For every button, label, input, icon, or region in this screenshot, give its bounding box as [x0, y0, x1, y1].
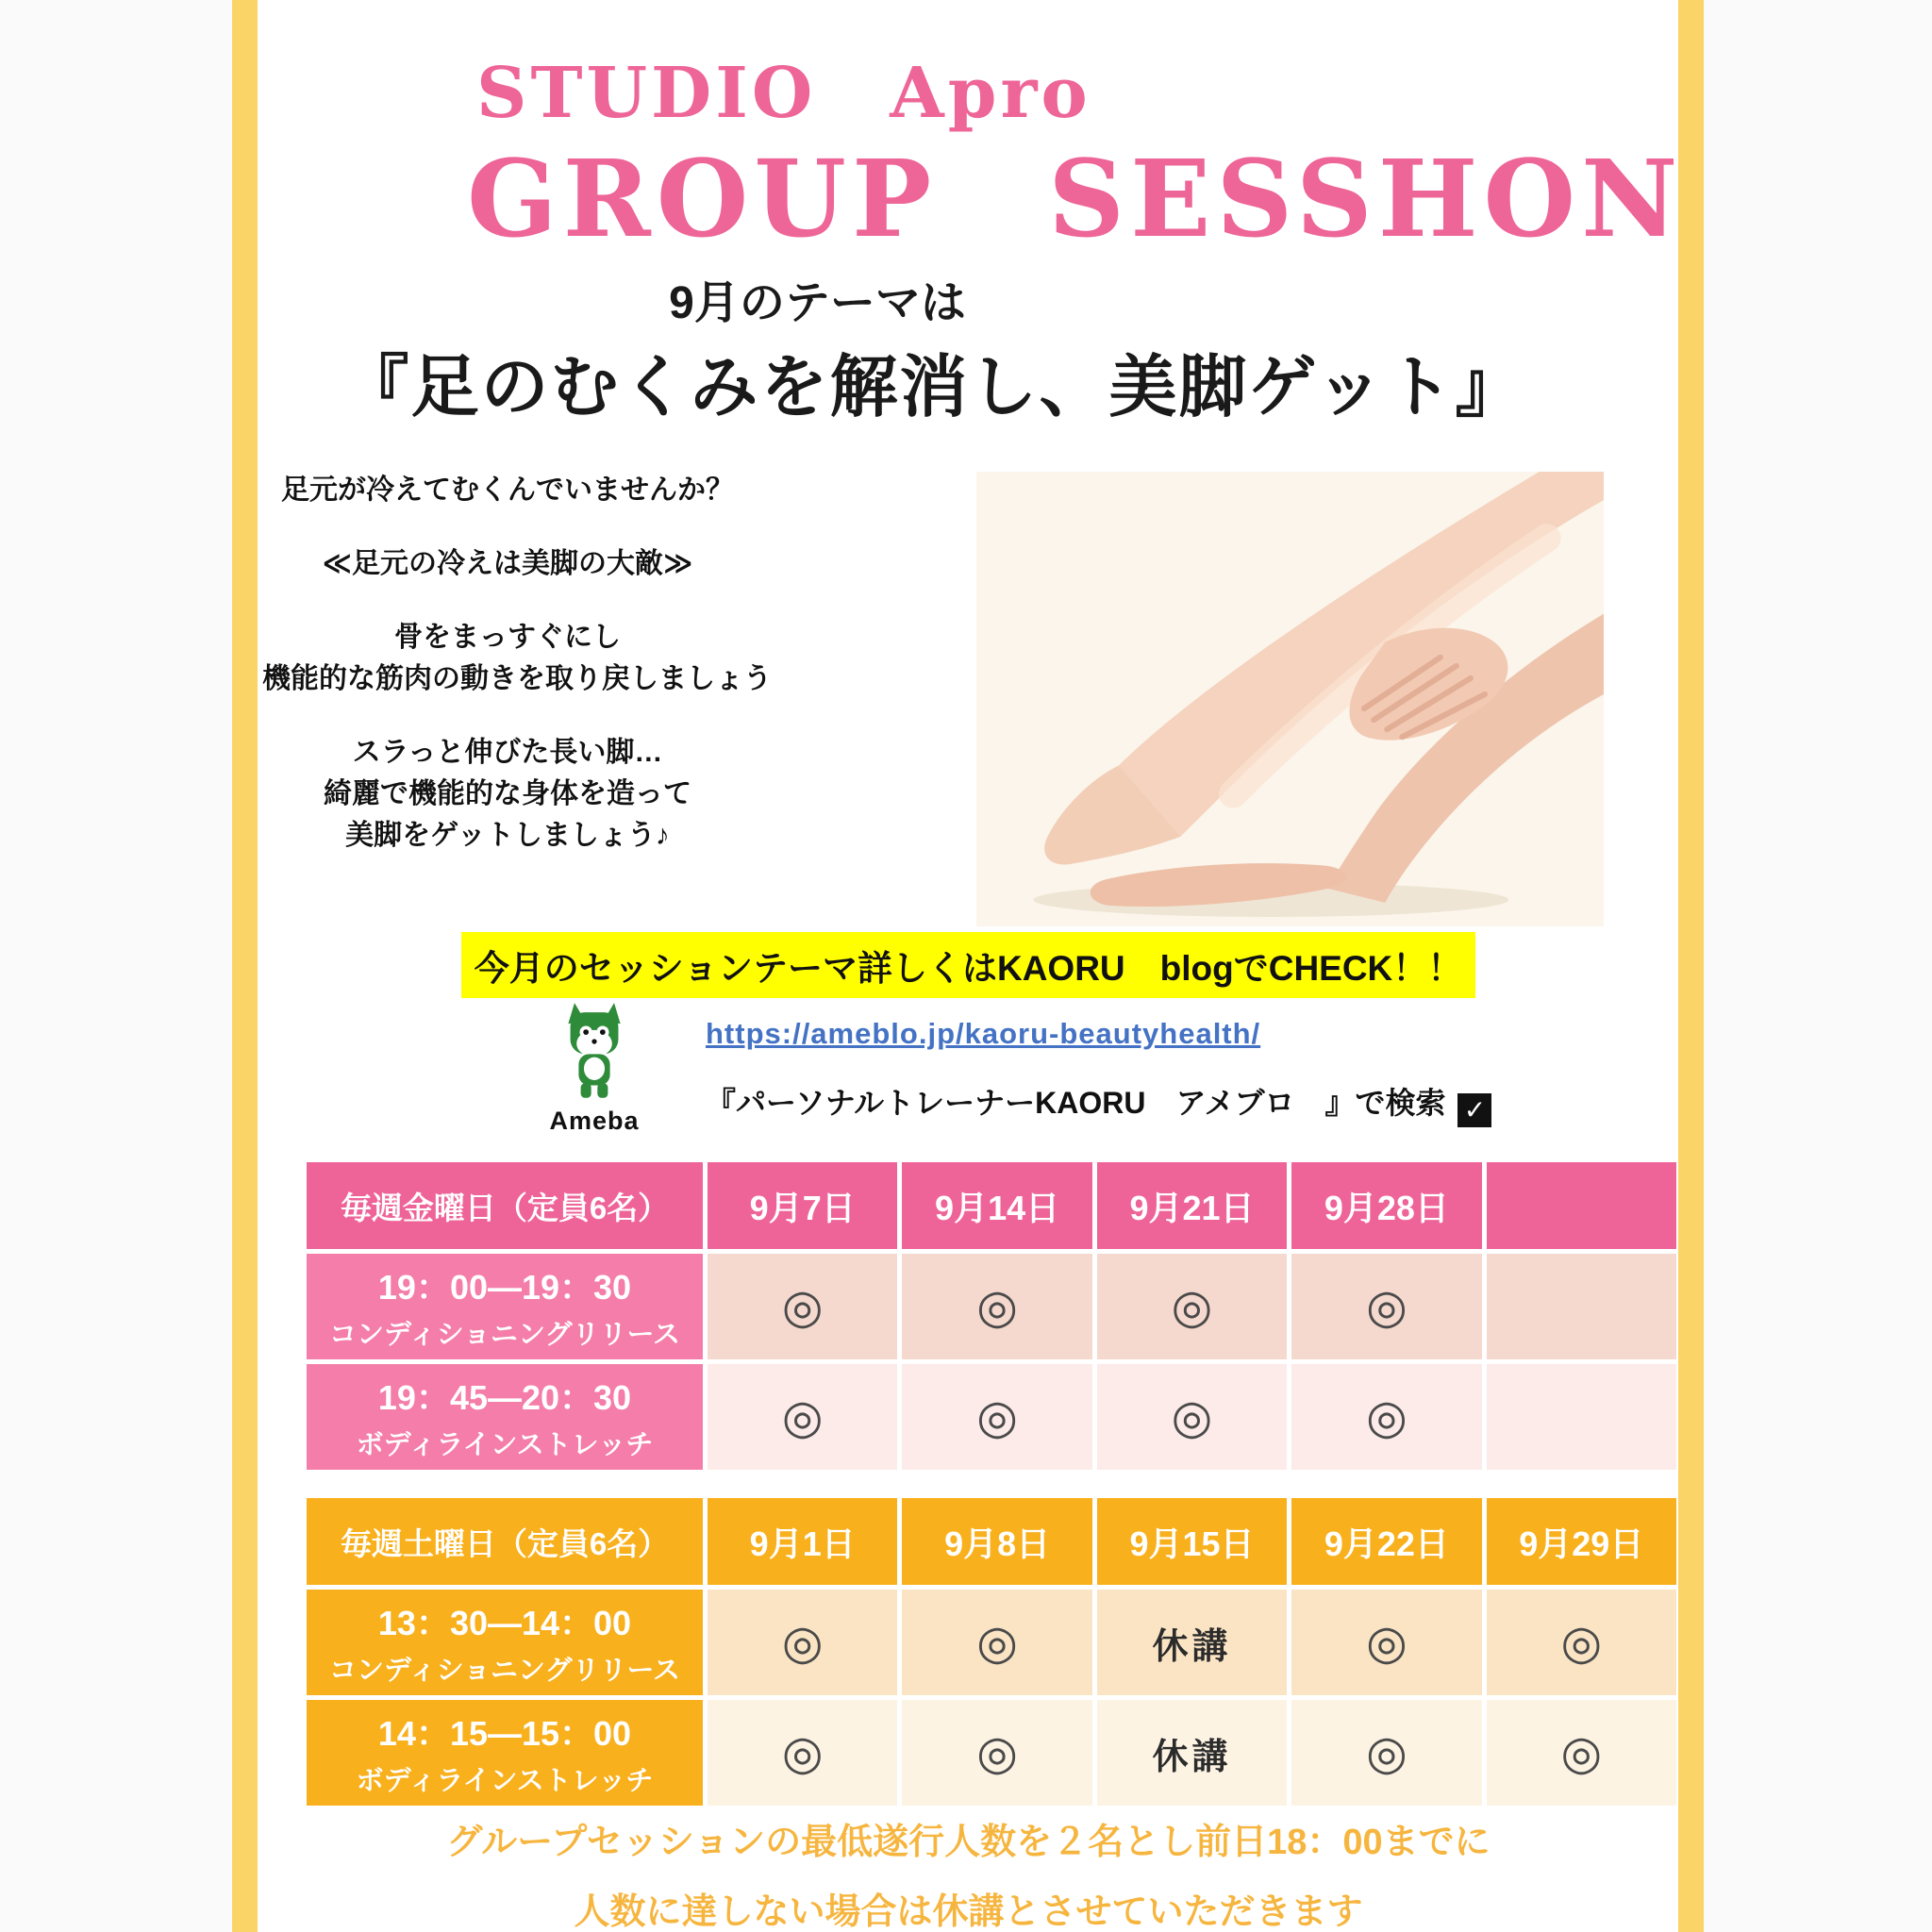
availability-cell [1487, 1254, 1676, 1359]
footer-note-line: グループセッションの最低遂行人数を２名とし前日18：00までに [446, 1823, 1491, 1862]
intro-line: 足元が冷えてむくんでいませんか？ [281, 475, 734, 506]
availability-cell: 休講 [1097, 1590, 1287, 1695]
session-label-cell [307, 1254, 703, 1359]
intro-line: スラっと伸びた長い脚… [352, 737, 663, 768]
session-label-cell [307, 1590, 703, 1695]
intro-paragraph [262, 543, 753, 585]
banner-row [258, 932, 1678, 998]
session-name: ボディラインストレッチ [356, 1766, 654, 1796]
date-header-cell: 9月8日 [902, 1498, 1091, 1585]
schedule-title-cell: 毎週金曜日（定員6名） [307, 1162, 703, 1249]
date-header-cell: 9月21日 [1097, 1162, 1287, 1249]
availability-cell: ◎ [902, 1254, 1091, 1359]
date-header-cell: 9月22日 [1291, 1498, 1481, 1585]
session-time: 19：45—20：30 [377, 1378, 632, 1417]
availability-cell: ◎ [902, 1700, 1091, 1806]
footer-note [258, 1807, 1678, 1932]
intro-line: 綺麗で機能的な身体を造って [324, 778, 691, 809]
intro-paragraph [262, 732, 753, 857]
theme-title: 『足のむくみを解消し、美脚ゲット』 [341, 350, 1525, 425]
check-icon: ✓ [1457, 1093, 1491, 1127]
intro-paragraph [262, 470, 753, 511]
availability-cell: ◎ [1097, 1254, 1287, 1359]
availability-cell: ◎ [902, 1364, 1091, 1470]
session-label-cell [307, 1700, 703, 1806]
session-time: 19：00—19：30 [377, 1268, 632, 1307]
availability-cell: ◎ [708, 1700, 897, 1806]
session-name: ボディラインストレッチ [356, 1430, 654, 1460]
availability-cell [1487, 1364, 1676, 1470]
date-header-cell: 9月29日 [1487, 1498, 1676, 1585]
ameba-text-block [706, 1017, 1491, 1127]
availability-cell: ◎ [708, 1254, 897, 1359]
right-accent-bar [1678, 0, 1704, 1932]
intro-line: 機能的な筋肉の動きを取り戻しましょう [262, 663, 772, 694]
intro-line: 美脚をゲットしましょう♪ [345, 820, 670, 851]
legs-photo-illustration [976, 472, 1604, 926]
date-header-cell: 9月1日 [708, 1498, 897, 1585]
schedule-title-cell: 毎週土曜日（定員6名） [307, 1498, 703, 1585]
session-label-cell [307, 1364, 703, 1470]
intro-line: ≪足元の冷えは美脚の大敵≫ [322, 548, 693, 579]
saturday-schedule-table [307, 1498, 1676, 1806]
availability-cell: ◎ [708, 1364, 897, 1470]
session-name: コンディショニングリリース [328, 1320, 681, 1350]
page-title: GROUP SESSHON [467, 138, 1684, 261]
blog-url-link[interactable]: https://ameblo.jp/kaoru-beautyhealth/ [706, 1017, 1261, 1050]
availability-cell: ◎ [1291, 1364, 1481, 1470]
availability-cell: ◎ [1097, 1364, 1287, 1470]
availability-cell: ◎ [1291, 1700, 1481, 1806]
ameba-logo [542, 1002, 646, 1136]
studio-name: STUDIO Apro [476, 53, 1091, 134]
legs-photo [976, 472, 1604, 926]
ameba-logo-label: Ameba [549, 1107, 640, 1135]
intro-text-block [262, 470, 772, 889]
search-instruction [706, 1079, 1491, 1127]
session-time: 13：30—14：00 [377, 1604, 632, 1642]
availability-cell: 休講 [1097, 1700, 1287, 1806]
date-header-cell: 9月14日 [902, 1162, 1091, 1249]
availability-cell: ◎ [708, 1590, 897, 1695]
intro-paragraph [262, 617, 772, 700]
left-accent-bar [232, 0, 258, 1932]
blog-check-banner: 今月のセッションテーマ詳しくはKAORU blogでCHECK！！ [461, 932, 1476, 998]
friday-schedule-table [307, 1162, 1676, 1470]
availability-cell: ◎ [1291, 1254, 1481, 1359]
ameba-mascot-icon [558, 1002, 631, 1100]
month-theme-label: 9月のテーマは [669, 278, 966, 328]
availability-cell: ◎ [1487, 1590, 1676, 1695]
intro-line: 骨をまっすぐにし [394, 622, 621, 653]
date-header-cell: 9月7日 [708, 1162, 897, 1249]
footer-note-line: 人数に達しない場合は休講とさせていただきます [574, 1892, 1363, 1932]
session-time: 14：15—15：00 [377, 1714, 632, 1753]
session-name: コンディショニングリリース [328, 1656, 681, 1686]
availability-cell: ◎ [1487, 1700, 1676, 1806]
date-header-cell [1487, 1162, 1676, 1249]
search-instruction-text: 『パーソナルトレーナーKAORU アメブロ 』で検索 [706, 1086, 1446, 1120]
date-header-cell: 9月15日 [1097, 1498, 1287, 1585]
availability-cell: ◎ [902, 1590, 1091, 1695]
availability-cell: ◎ [1291, 1590, 1481, 1695]
date-header-cell: 9月28日 [1291, 1162, 1481, 1249]
